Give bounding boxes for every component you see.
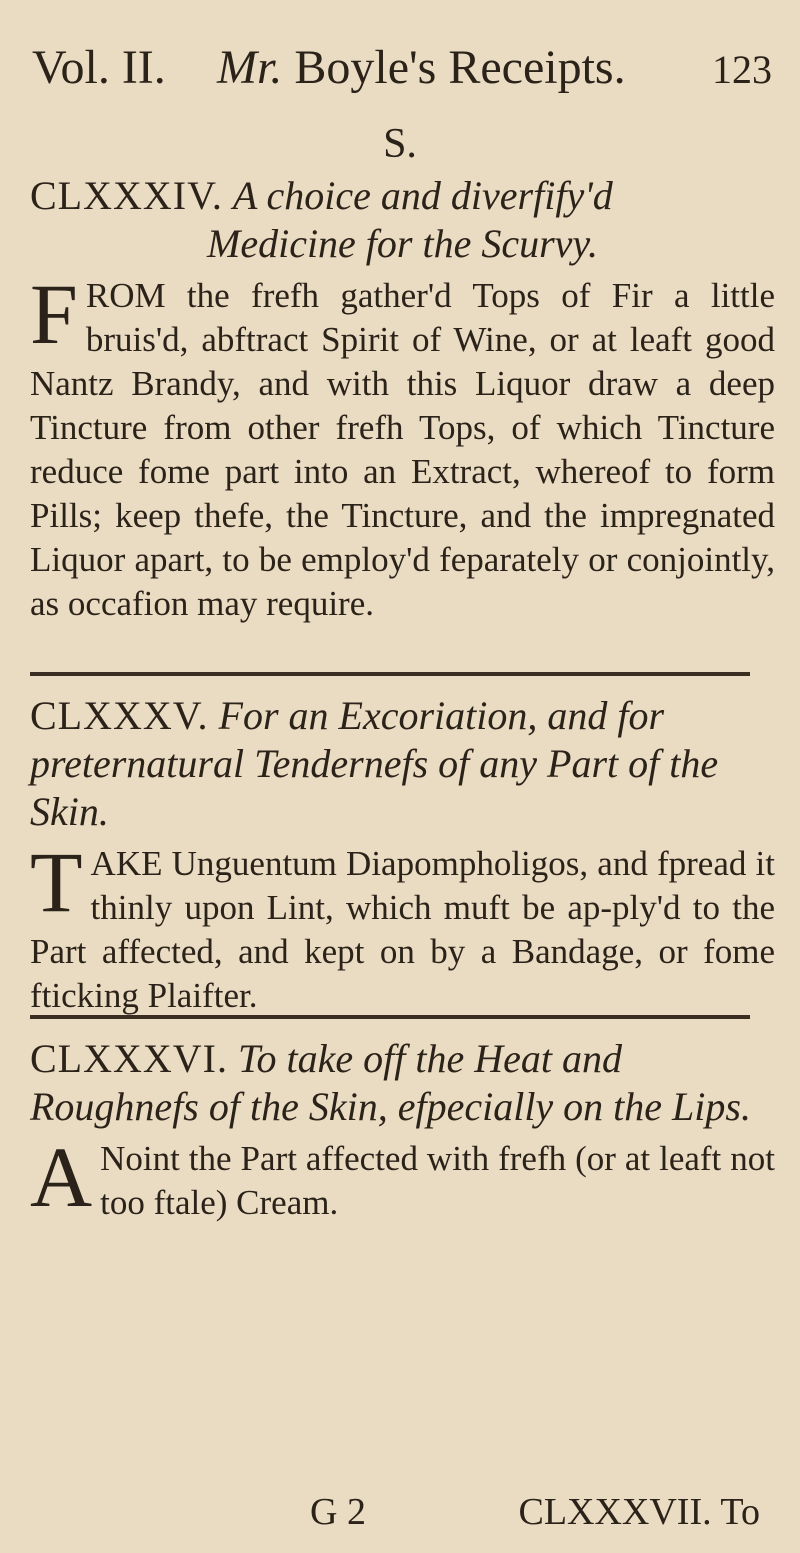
entry-title: To take off the Heat and Roughnefs of the Skin, efpecially on the Lips.: [30, 1036, 751, 1129]
entry-heading: [30, 692, 775, 836]
entry-clxxxv: [30, 692, 775, 1018]
entry-body: [30, 266, 775, 626]
drop-cap: T: [30, 834, 83, 930]
entry-heading: [30, 172, 775, 268]
signature-mark-bottom: G 2: [310, 1491, 366, 1533]
entry-body-text: AKE Unguentum Diapompholigos, and fpread it thinly upon Lint, which muft be ap-ply'd to the Part affected, and kept on by a Bandage, or fome fticking Plaifter.: [30, 844, 775, 1015]
entry-number: CLXXXIV.: [30, 173, 223, 218]
book-title-text: Boyle's Receipts.: [294, 41, 626, 94]
entry-title-line2: Medicine for the Scurvy.: [207, 221, 598, 266]
section-divider: [30, 1015, 750, 1019]
entry-number: CLXXXVI.: [30, 1036, 228, 1081]
page-number: 123: [712, 47, 772, 92]
running-head: [32, 40, 772, 100]
entry-body: [30, 834, 775, 1018]
entry-body: [30, 1129, 775, 1225]
book-title: [217, 40, 626, 95]
entry-title: A choice and diverfify'd: [232, 173, 613, 218]
catchword: CLXXXVII. To: [518, 1491, 760, 1533]
entry-body-text: Noint the Part affected with frefh (or at leaft not too ftale) Cream.: [100, 1139, 775, 1222]
entry-number: CLXXXV.: [30, 693, 209, 738]
volume-label: Vol. II.: [32, 41, 166, 94]
signature-mark: S.: [383, 121, 417, 167]
entry-clxxxvi: [30, 1035, 775, 1225]
author-prefix: Mr.: [217, 41, 283, 94]
entry-clxxxiv: [30, 172, 775, 626]
entry-body-text: ROM the frefh gather'd Tops of Fir a little bruis'd, abftract Spirit of Wine, or at leaft good Nantz Brandy, and with this Liquor draw a deep Tincture from other frefh Tops, of which Tincture reduce fome part into an Extract, whereof to form Pills; keep thefe, the Tincture, and the impregnated Liquor apart, to be employ'd feparately or conjointly, as occafion may require.: [30, 276, 775, 623]
drop-cap: F: [30, 266, 78, 362]
entry-title: For an Excoriation, and for preternatural Tendernefs of any Part of the Skin.: [30, 693, 719, 834]
entry-heading: [30, 1035, 775, 1131]
section-divider: [30, 672, 750, 676]
drop-cap: A: [30, 1129, 93, 1225]
